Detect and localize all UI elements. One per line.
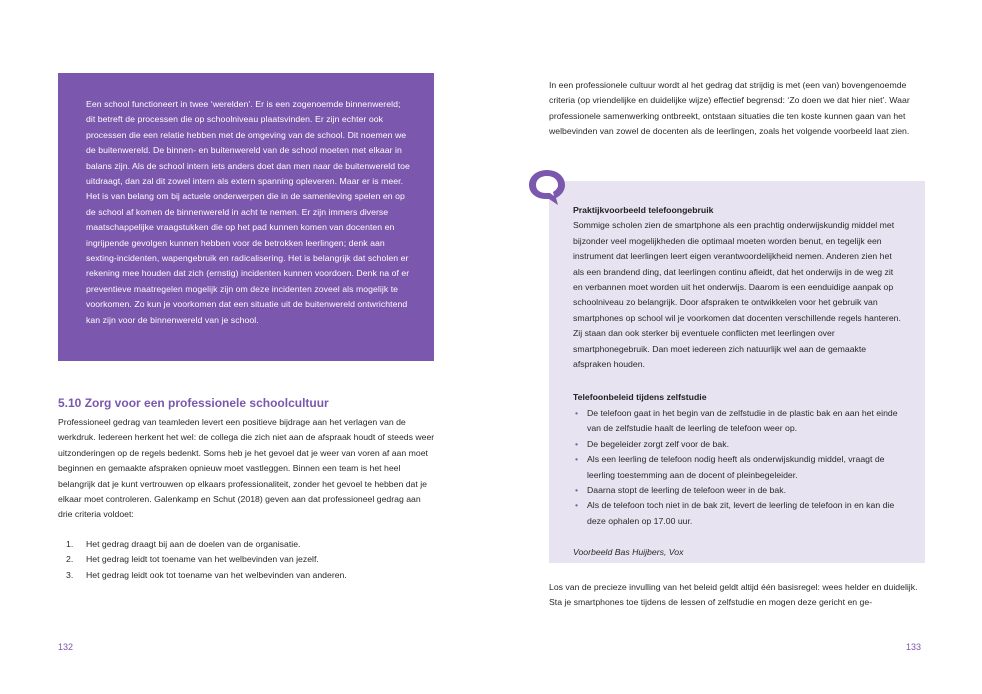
criteria-list xyxy=(58,537,438,583)
list-item: 1. Het gedrag draagt bij aan de doelen van de organisatie. xyxy=(66,539,301,549)
list-item: • De begeleider zorgt zelf voor de bak. xyxy=(573,437,905,452)
page-number: 133 xyxy=(906,642,922,652)
info-box-text: Een school functioneert in twee ‘werelden’. Er is een zogenoemde binnenwereld; dit betreft de processen die op schoolniveau plaatsvinden. Er zijn echter ook processen die een relatie hebben met de omgeving van de school. Dit noemen we de buitenwereld. De binnen- en buitenwereld van de school moeten met elkaar in balans zijn. Als de school intern iets anders doet dan men naar de buitenwereld toe uitdraagt, dan zal dit zowel intern als extern spanning opleveren. Maar er is meer. Het is van belang om bij actuele onderwerpen die in de samenleving spelen en op de school af komen de binnenwereld in acht te nemen. Er zijn immers diverse maatschappelijke vraagstukken die op het pad kunnen komen van docenten en ingrijpende gevolgen kunnen hebben voor de betrokken leerlingen; denk aan sexting-incidenten, wapengebruik en radicalisering. Het is belangrijk dat scholen er rekening mee houden dat zich (ernstig) incidenten kunnen voordoen. Denk na of er preventieve maatregelen mogelijk zijn om deze incidenten zoveel als mogelijk te voorkomen. Zo kun je voorkomen dat een situatie uit de buitenwereld ontwrichtend kan zijn voor de binnenwereld van je school. xyxy=(86,99,410,325)
list-item: • Als de telefoon toch niet in de bak zit, levert de leerling de telefoon in en kan die deze ophalen op 17.00 uur. xyxy=(573,498,905,529)
policy-list xyxy=(573,406,905,529)
intro-paragraph: In een professionele cultuur wordt al het gedrag dat strijdig is met (een van) bovengenoemde criteria (op vriendelijke en duidelijke wijze) effectief begrensd: ‘Zo doen we dat hier niet’. Waar professionele samenwerking ontbreekt, ontstaan situaties die ten koste kunnen gaan van het welbevinden van zowel de docenten als de leerlingen, zoals het volgende voorbeeld laat zien. xyxy=(549,80,910,137)
example-box xyxy=(549,181,925,563)
list-item: • De telefoon gaat in het begin van de zelfstudie in de plastic bak en aan het einde van de zelfstudie haalt de leerling de telefoon weer op. xyxy=(573,406,905,437)
list-item: • Als een leerling de telefoon nodig heeft als onderwijskundig middel, vraagt de leerling toestemming aan de docent of pleinbegeleider. xyxy=(573,452,905,483)
policy-heading: Telefoonbeleid tijdens zelfstudie xyxy=(573,392,707,403)
right-page xyxy=(491,0,982,694)
list-item: 2. Het gedrag leidt tot toename van het welbevinden van jezelf. xyxy=(66,554,319,565)
outro-paragraph: Los van de precieze invulling van het beleid geldt altijd één basisregel: wees helder en duidelijk. Sta je smartphones toe tijdens de lessen of zelfstudie en mogen deze gericht en ge- xyxy=(549,582,918,608)
example-credit: Voorbeeld Bas Huijbers, Vox xyxy=(573,547,684,558)
body-paragraph: Professioneel gedrag van teamleden levert een positieve bijdrage aan het verlagen van de werkdruk. Iedereen herkent het wel: de collega die zich niet aan de afspraak houdt of steeds weer uitzonderingen op de regels bedenkt. Soms heb je het gevoel dat je weer van voren af aan moet beginnen en gemaakte afspraken opnieuw moet vastleggen. Binnen een team is het heel belangrijk dat je kunt vertrouwen op elkaars professionaliteit, zonder het gevoel te hebben dat je elkaar moet controleren. Galenkamp en Schut (2018) geven aan dat professioneel gedrag aan drie criteria voldoet: xyxy=(58,417,435,520)
section-heading: 5.10 Zorg voor een professionele schoolcultuur xyxy=(58,396,329,410)
page-number: 132 xyxy=(58,642,74,652)
list-item: • Daarna stopt de leerling de telefoon weer in de bak. xyxy=(573,483,905,498)
info-box xyxy=(58,73,434,361)
speech-bubble-icon xyxy=(527,168,567,206)
example-heading: Praktijkvoorbeeld telefoongebruik xyxy=(573,205,714,215)
list-item: 3. Het gedrag leidt ook tot toename van het welbevinden van anderen. xyxy=(66,569,347,580)
example-paragraph: Sommige scholen zien de smartphone als een prachtig onderwijskundig middel met bijzonder veel mogelijkheden die optimaal moeten worden benut, en tegelijk een instrument dat leerlingen leert eigen verantwoordelijkheid nemen. Anderen zien het als een brandend ding, dat leerlingen continu afleidt, dat het onderwijs in de weg zit en verbannen moet worden uit het onderwijs. Daarom is een eenduidige aanpak op schoolniveau zo belangrijk. Door afspraken te ontwikkelen voor het gebruik van smartphones op school wil je voorkomen dat docenten verschillende regels hanteren. Zij staan dan ook sterker bij eventuele conflicten met leerlingen over smartphonegebruik. Dan moet iedereen zich natuurlijk wel aan de gemaakte afspraken houden. xyxy=(573,220,901,370)
